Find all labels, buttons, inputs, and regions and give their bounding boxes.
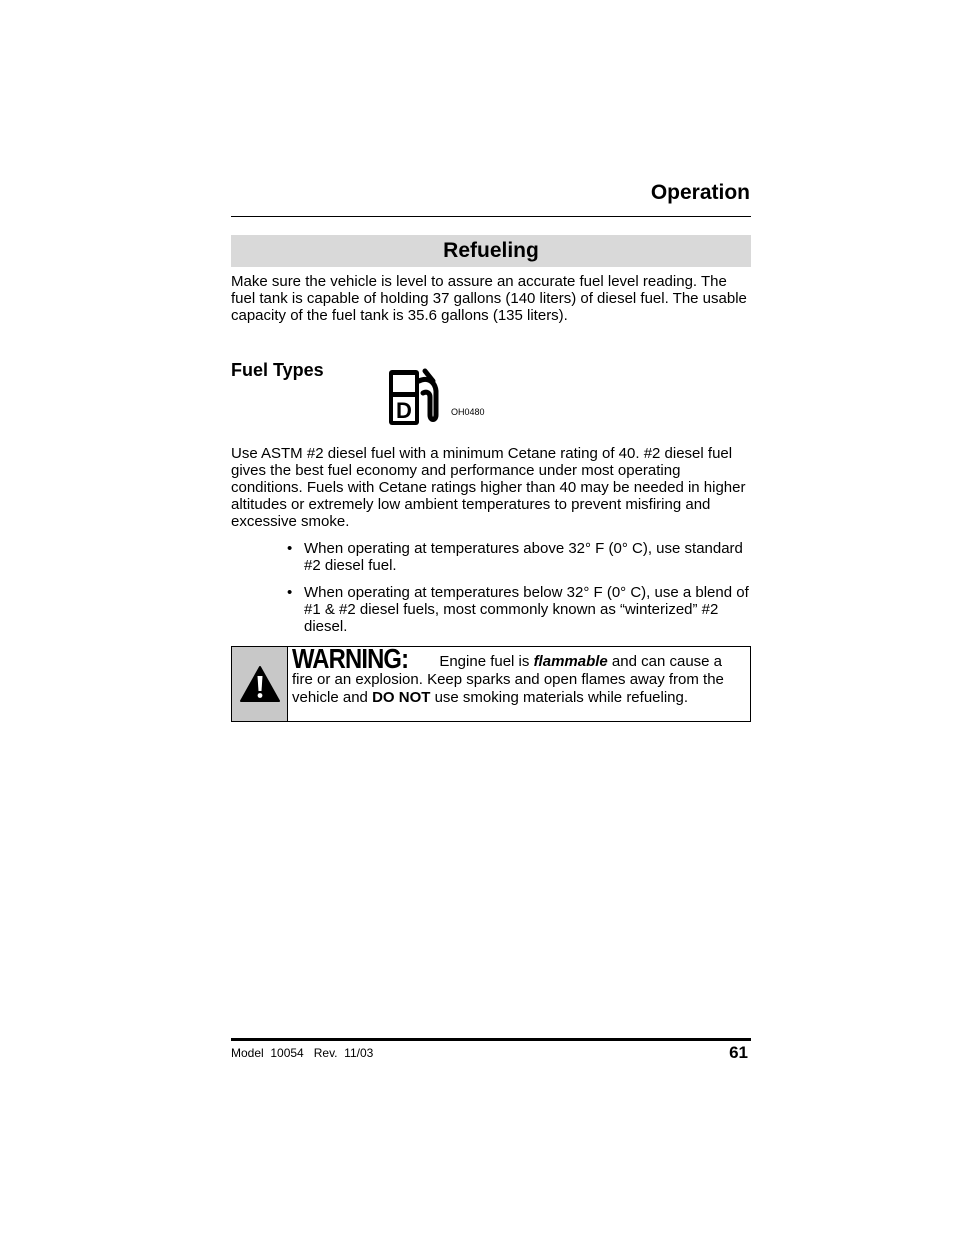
bullet-dot: •	[287, 540, 293, 557]
warning-emphasis: flammable	[533, 653, 608, 670]
bullet-dot: •	[287, 584, 293, 601]
bullet-text: When operating at temperatures below 32° F (0° C), use a blend of #1 & #2 diesel fuels, most commonly known as “winterized” #2 diesel.	[304, 584, 749, 635]
warning-text-part: Engine fuel is	[439, 653, 534, 670]
warning-text-part: use smoking materials while refueling.	[430, 689, 689, 706]
list-item	[287, 540, 752, 574]
page-number: 61	[729, 1043, 748, 1062]
warning-triangle-icon	[239, 665, 281, 703]
footer-divider	[231, 1038, 751, 1041]
page-title: Refueling	[443, 239, 539, 262]
svg-text:D: D	[396, 398, 412, 423]
warning-label: WARNING:	[292, 643, 409, 674]
header-divider	[231, 216, 751, 217]
warning-icon-panel	[232, 647, 288, 721]
warning-text-part: and can cause a fire or an explosion. Keep sparks and open flames away from the vehicle and	[292, 653, 724, 706]
warning-strong: DO NOT	[372, 689, 431, 706]
footer-model-revision: Model 10054 Rev. 11/03	[231, 1046, 374, 1060]
refueling-banner	[231, 235, 751, 267]
fuel-bullet-list	[287, 540, 752, 645]
section-title: Operation	[650, 181, 750, 204]
warning-message	[288, 643, 750, 721]
bullet-text: When operating at temperatures above 32° F (0° C), use standard #2 diesel fuel.	[304, 540, 743, 574]
diesel-fuel-pump-icon	[385, 367, 443, 429]
intro-paragraph: Make sure the vehicle is level to assure an accurate fuel level reading. The fuel tank is capable of holding 37 gallons (140 liters) of diesel fuel. The usable capacity of the fuel tank is 35.6 gallons (135 liters).	[231, 273, 747, 324]
warning-box	[231, 643, 751, 722]
fuel-types-paragraph: Use ASTM #2 diesel fuel with a minimum Cetane rating of 40. #2 diesel fuel gives the best fuel economy and performance under most operating conditions. Fuels with Cetane ratings higher than 40 may be needed in higher altitudes or extremely low ambient temperatures to prevent misfiring and excessive smoke.	[231, 445, 746, 530]
figure-code: OH0480	[451, 407, 485, 417]
fuel-types-heading: Fuel Types	[231, 360, 324, 380]
list-item	[287, 584, 752, 635]
